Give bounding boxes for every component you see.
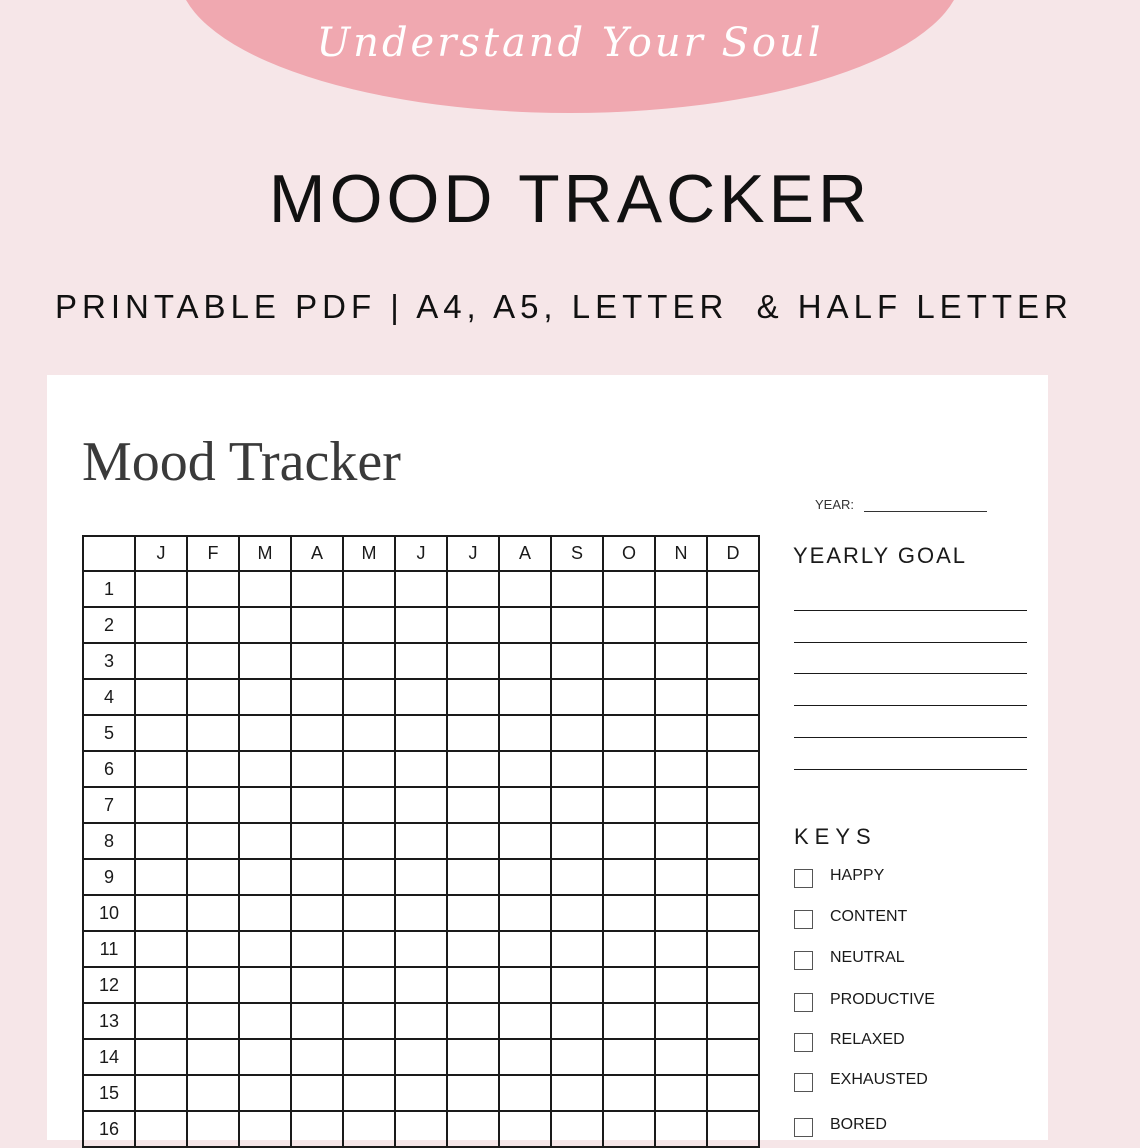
mood-cell[interactable] [655,859,707,895]
goal-write-line[interactable] [794,705,1027,706]
mood-cell[interactable] [343,859,395,895]
mood-cell[interactable] [135,1003,187,1039]
mood-cell[interactable] [291,715,343,751]
mood-cell[interactable] [447,1075,499,1111]
mood-cell[interactable] [551,931,603,967]
mood-cell[interactable] [395,643,447,679]
mood-cell[interactable] [603,931,655,967]
mood-cell[interactable] [395,823,447,859]
mood-cell[interactable] [551,715,603,751]
mood-cell[interactable] [239,859,291,895]
mood-cell[interactable] [447,1111,499,1147]
mood-cell[interactable] [239,967,291,1003]
mood-cell[interactable] [187,571,239,607]
key-label: HAPPY [830,867,885,884]
mood-cell[interactable] [551,607,603,643]
month-header-row [83,536,759,571]
goal-write-line[interactable] [794,769,1027,770]
mood-cell[interactable] [239,1003,291,1039]
mood-cell[interactable] [187,643,239,679]
mood-cell[interactable] [499,1003,551,1039]
month-header: O [603,536,655,571]
mood-cell[interactable] [239,931,291,967]
mood-cell[interactable] [135,895,187,931]
day-number: 16 [83,1111,135,1147]
mood-cell[interactable] [551,571,603,607]
mood-cell[interactable] [707,571,759,607]
key-checkbox[interactable] [794,951,813,970]
table-row [83,1003,759,1039]
month-header: A [291,536,343,571]
mood-cell[interactable] [499,1039,551,1075]
mood-cell[interactable] [655,895,707,931]
mood-cell[interactable] [135,859,187,895]
mood-cell[interactable] [447,859,499,895]
day-number: 2 [83,607,135,643]
mood-cell[interactable] [499,607,551,643]
mood-cell[interactable] [551,643,603,679]
mood-cell[interactable] [187,787,239,823]
mood-cell[interactable] [707,1111,759,1147]
keys-title: KEYS [794,824,877,849]
mood-cell[interactable] [655,1003,707,1039]
sheet-title: Mood Tracker [82,431,401,493]
table-row [83,751,759,787]
mood-cell[interactable] [551,751,603,787]
year-label: YEAR: [815,497,855,512]
month-header: S [551,536,603,571]
mood-cell[interactable] [343,643,395,679]
mood-cell[interactable] [447,967,499,1003]
mood-cell[interactable] [655,787,707,823]
goal-write-line[interactable] [794,642,1027,643]
mood-cell[interactable] [603,823,655,859]
mood-cell[interactable] [187,1003,239,1039]
mood-cell[interactable] [551,823,603,859]
tracker-sheet [47,375,1048,1140]
day-number: 12 [83,967,135,1003]
headline: MOOD TRACKER [268,161,872,237]
mood-cell[interactable] [655,607,707,643]
mood-grid [82,535,760,1148]
day-number: 14 [83,1039,135,1075]
key-label: RELAXED [830,1031,905,1048]
goal-write-line[interactable] [794,673,1027,674]
day-number: 5 [83,715,135,751]
mood-cell[interactable] [707,751,759,787]
mood-cell[interactable] [447,931,499,967]
table-row [83,895,759,931]
month-header: J [447,536,499,571]
table-row [83,787,759,823]
mood-cell[interactable] [395,1075,447,1111]
mood-cell[interactable] [447,1003,499,1039]
mood-cell[interactable] [187,607,239,643]
mood-cell[interactable] [499,895,551,931]
key-checkbox[interactable] [794,1073,813,1092]
mood-cell[interactable] [343,571,395,607]
mood-cell[interactable] [707,1003,759,1039]
mood-cell[interactable] [395,1039,447,1075]
table-row [83,1039,759,1075]
day-number: 4 [83,679,135,715]
mood-cell[interactable] [655,715,707,751]
day-number: 11 [83,931,135,967]
mood-cell[interactable] [239,571,291,607]
key-label: CONTENT [830,908,908,925]
mood-cell[interactable] [239,751,291,787]
table-row [83,679,759,715]
mood-cell[interactable] [187,715,239,751]
mood-cell[interactable] [499,787,551,823]
mood-cell[interactable] [343,931,395,967]
mood-cell[interactable] [239,787,291,823]
table-row [83,571,759,607]
month-header: F [187,536,239,571]
mood-cell[interactable] [655,571,707,607]
mood-cell[interactable] [187,895,239,931]
mood-cell[interactable] [291,823,343,859]
mood-cell[interactable] [395,967,447,1003]
mood-cell[interactable] [343,679,395,715]
mood-cell[interactable] [395,895,447,931]
key-label: BORED [830,1116,887,1133]
table-row [83,823,759,859]
table-row [83,643,759,679]
mood-cell[interactable] [135,679,187,715]
mood-cell[interactable] [395,931,447,967]
mood-cell[interactable] [499,715,551,751]
brand-script: Understand Your Soul [316,20,824,66]
mood-cell[interactable] [291,643,343,679]
mood-cell[interactable] [135,787,187,823]
mood-cell[interactable] [707,823,759,859]
mood-cell[interactable] [239,1039,291,1075]
key-label: EXHAUSTED [830,1071,928,1088]
mood-cell[interactable] [291,751,343,787]
mood-cell[interactable] [343,823,395,859]
mood-cell[interactable] [447,607,499,643]
month-header: A [499,536,551,571]
mood-cell[interactable] [187,967,239,1003]
mood-cell[interactable] [291,859,343,895]
mood-cell[interactable] [447,571,499,607]
mood-cell[interactable] [343,607,395,643]
mood-cell[interactable] [343,1039,395,1075]
mood-cell[interactable] [655,1111,707,1147]
mood-cell[interactable] [551,679,603,715]
mood-cell[interactable] [499,643,551,679]
mood-cell[interactable] [291,787,343,823]
mood-cell[interactable] [447,679,499,715]
mood-cell[interactable] [655,751,707,787]
mood-cell[interactable] [135,967,187,1003]
mood-cell[interactable] [603,895,655,931]
mood-cell[interactable] [551,1039,603,1075]
mood-cell[interactable] [291,571,343,607]
mood-cell[interactable] [707,679,759,715]
mood-cell[interactable] [551,895,603,931]
mood-cell[interactable] [499,967,551,1003]
mood-cell[interactable] [603,1075,655,1111]
goal-write-line[interactable] [794,610,1027,611]
month-header: N [655,536,707,571]
mood-cell[interactable] [343,895,395,931]
mood-cell[interactable] [395,571,447,607]
mood-cell[interactable] [395,859,447,895]
day-number: 13 [83,1003,135,1039]
month-header: M [239,536,291,571]
mood-cell[interactable] [707,1039,759,1075]
mood-cell[interactable] [135,715,187,751]
day-number: 9 [83,859,135,895]
mood-cell[interactable] [135,1039,187,1075]
mood-cell[interactable] [343,787,395,823]
mood-cell[interactable] [135,571,187,607]
mood-cell[interactable] [239,679,291,715]
mood-cell[interactable] [239,823,291,859]
mood-cell[interactable] [343,1111,395,1147]
mood-cell[interactable] [499,571,551,607]
mood-cell[interactable] [603,571,655,607]
mood-cell[interactable] [395,787,447,823]
key-checkbox[interactable] [794,1118,813,1137]
mood-cell[interactable] [499,679,551,715]
mood-cell[interactable] [291,607,343,643]
mood-cell[interactable] [239,643,291,679]
format-subline: PRINTABLE PDF | A4, A5, LETTER & HALF LETTER [55,288,1073,325]
mood-cell[interactable] [707,787,759,823]
mood-cell[interactable] [447,787,499,823]
mood-cell[interactable] [499,823,551,859]
month-header: J [135,536,187,571]
mood-cell[interactable] [707,1075,759,1111]
key-checkbox[interactable] [794,869,813,888]
mood-cell[interactable] [187,859,239,895]
mood-cell[interactable] [707,607,759,643]
day-number: 3 [83,643,135,679]
mood-cell[interactable] [603,1111,655,1147]
mood-cell[interactable] [239,895,291,931]
mood-cell[interactable] [551,1075,603,1111]
mood-cell[interactable] [135,751,187,787]
mood-cell[interactable] [395,751,447,787]
table-row [83,967,759,1003]
mood-cell[interactable] [603,643,655,679]
mood-cell[interactable] [187,751,239,787]
mood-cell[interactable] [135,607,187,643]
mood-cell[interactable] [551,967,603,1003]
mood-cell[interactable] [395,1111,447,1147]
mood-cell[interactable] [291,1111,343,1147]
mood-cell[interactable] [291,931,343,967]
mood-cell[interactable] [707,967,759,1003]
table-row [83,931,759,967]
mood-cell[interactable] [291,895,343,931]
day-number: 10 [83,895,135,931]
mood-cell[interactable] [187,1075,239,1111]
mood-cell[interactable] [603,679,655,715]
year-input-line[interactable] [864,511,987,512]
mood-cell[interactable] [343,967,395,1003]
mood-cell[interactable] [135,1075,187,1111]
mood-cell[interactable] [551,859,603,895]
mood-cell[interactable] [395,1003,447,1039]
mood-cell[interactable] [239,1111,291,1147]
yearly-goal-title: YEARLY GOAL [793,543,968,568]
mood-cell[interactable] [135,823,187,859]
mood-cell[interactable] [499,1111,551,1147]
mood-cell[interactable] [447,715,499,751]
mood-cell[interactable] [603,967,655,1003]
mood-cell[interactable] [655,967,707,1003]
key-label: NEUTRAL [830,949,905,966]
mood-cell[interactable] [603,859,655,895]
mood-cell[interactable] [499,931,551,967]
mood-cell[interactable] [603,1039,655,1075]
mood-cell[interactable] [343,715,395,751]
month-header: D [707,536,759,571]
key-checkbox[interactable] [794,1033,813,1052]
mood-cell[interactable] [603,607,655,643]
mood-cell[interactable] [187,823,239,859]
mood-cell[interactable] [551,1003,603,1039]
goal-write-line[interactable] [794,737,1027,738]
mood-cell[interactable] [135,643,187,679]
mood-cell[interactable] [135,1111,187,1147]
mood-cell[interactable] [395,715,447,751]
mood-cell[interactable] [499,859,551,895]
mood-cell[interactable] [707,859,759,895]
mood-cell[interactable] [291,967,343,1003]
table-row [83,1075,759,1111]
mood-cell[interactable] [291,1003,343,1039]
mood-cell[interactable] [187,1039,239,1075]
mood-cell[interactable] [447,1039,499,1075]
mood-cell[interactable] [603,787,655,823]
grid-corner-cell [83,536,135,571]
mood-cell[interactable] [603,715,655,751]
mood-cell[interactable] [291,679,343,715]
mood-cell[interactable] [187,931,239,967]
mood-cell[interactable] [603,1003,655,1039]
mood-cell[interactable] [603,751,655,787]
mood-cell[interactable] [187,679,239,715]
month-header: J [395,536,447,571]
mood-cell[interactable] [343,1075,395,1111]
mood-cell[interactable] [655,643,707,679]
mood-cell[interactable] [291,1075,343,1111]
mood-cell[interactable] [707,643,759,679]
mood-cell[interactable] [655,931,707,967]
day-number: 1 [83,571,135,607]
mood-cell[interactable] [239,715,291,751]
day-number: 7 [83,787,135,823]
mood-cell[interactable] [187,1111,239,1147]
day-number: 15 [83,1075,135,1111]
key-label: PRODUCTIVE [830,991,935,1008]
mood-cell[interactable] [551,1111,603,1147]
mood-cell[interactable] [395,679,447,715]
mood-cell[interactable] [343,751,395,787]
mood-cell[interactable] [239,1075,291,1111]
mood-cell[interactable] [447,895,499,931]
mood-cell[interactable] [655,1039,707,1075]
table-row [83,859,759,895]
mood-cell[interactable] [291,1039,343,1075]
mood-cell[interactable] [395,607,447,643]
table-row [83,715,759,751]
mood-cell[interactable] [707,895,759,931]
key-checkbox[interactable] [794,993,813,1012]
mood-cell[interactable] [707,931,759,967]
table-row [83,1111,759,1147]
key-checkbox[interactable] [794,910,813,929]
mood-cell[interactable] [499,751,551,787]
mood-cell[interactable] [655,823,707,859]
mood-cell[interactable] [135,931,187,967]
mood-cell[interactable] [655,1075,707,1111]
table-row [83,607,759,643]
mood-cell[interactable] [655,679,707,715]
mood-cell[interactable] [499,1075,551,1111]
mood-cell[interactable] [343,1003,395,1039]
day-number: 6 [83,751,135,787]
day-number: 8 [83,823,135,859]
month-header: M [343,536,395,571]
mood-cell[interactable] [551,787,603,823]
mood-cell[interactable] [447,751,499,787]
mood-cell[interactable] [447,643,499,679]
mood-cell[interactable] [447,823,499,859]
mood-cell[interactable] [239,607,291,643]
mood-cell[interactable] [707,715,759,751]
